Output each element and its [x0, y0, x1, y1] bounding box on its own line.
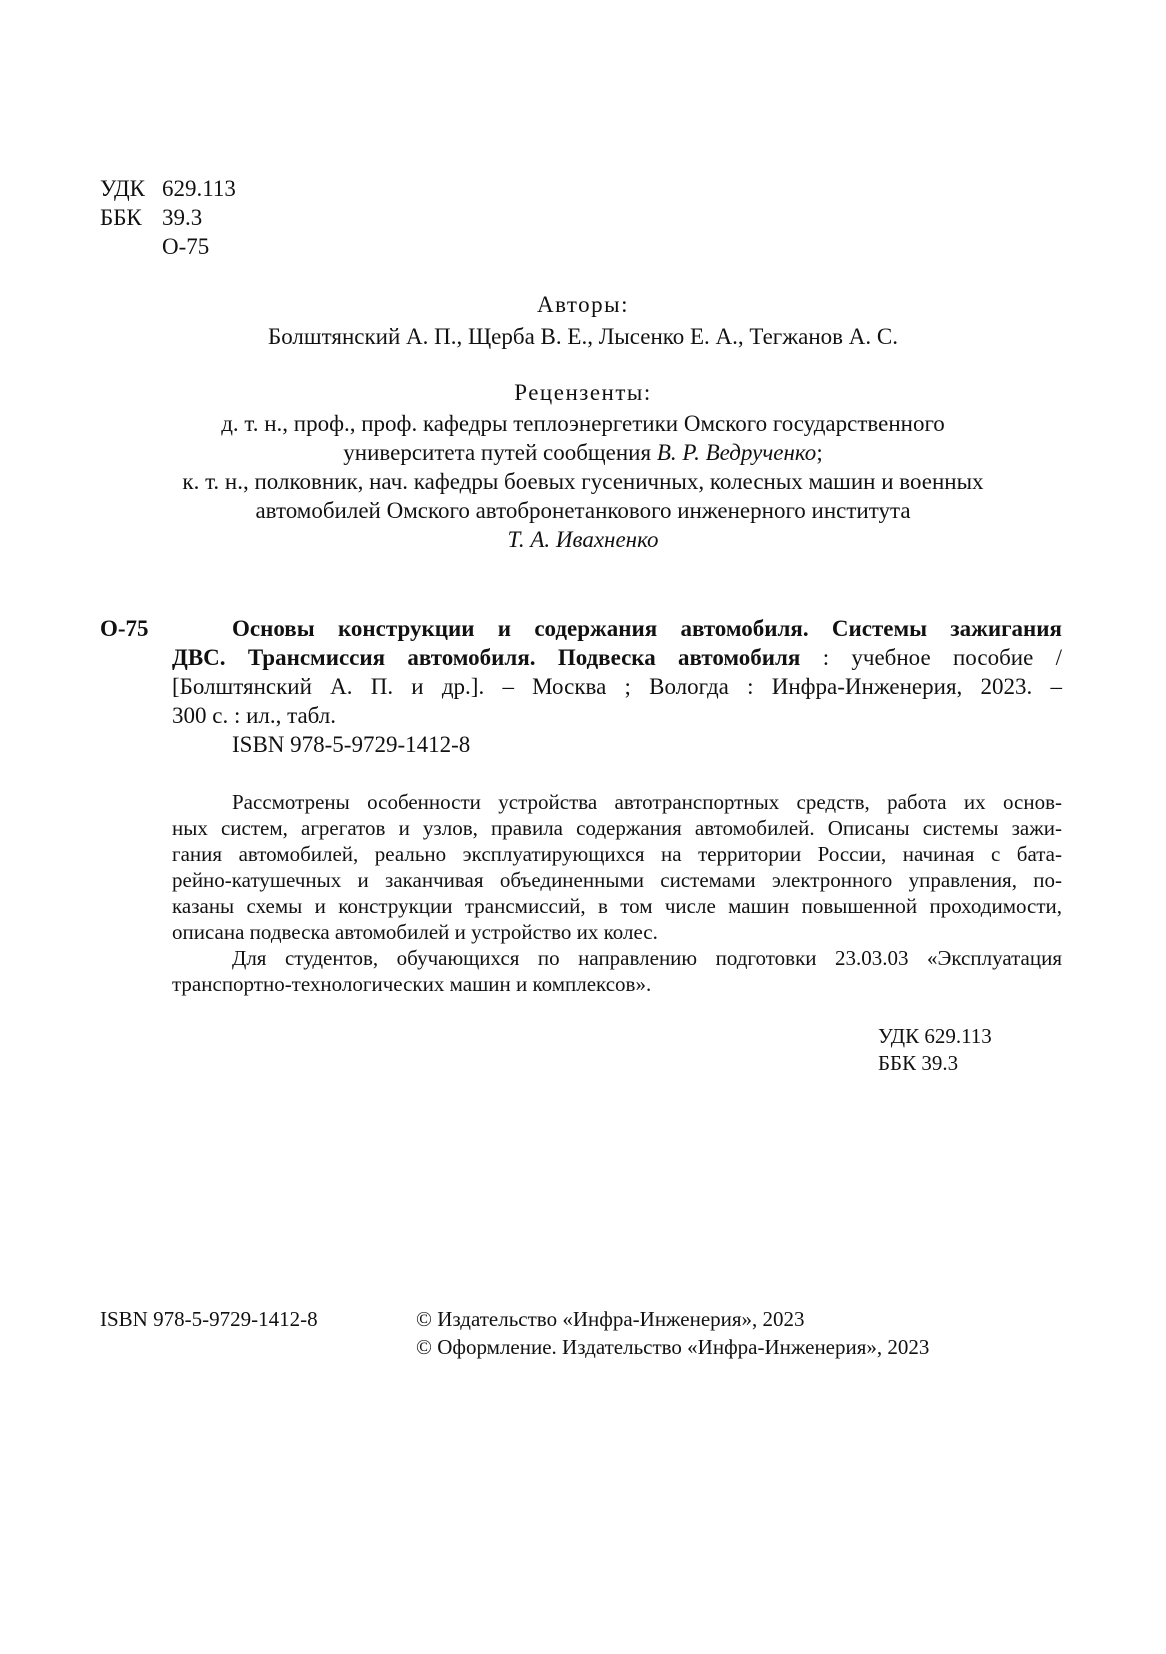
footer-copyright-publisher: © Издательство «Инфра-Инженерия», 2023 — [416, 1307, 805, 1331]
bottom-udk: УДК 629.113 — [878, 1024, 992, 1048]
reviewer2-line1: к. т. н., полковник, нач. кафедры боевых гусеничных, колесных машин и военных — [182, 469, 984, 494]
abstract-line: Для студентов, обучающихся по направлению подготовки 23.03.03 «Эксплуатация — [232, 946, 1062, 970]
reviewer1-name: В. Р. Ведрученко — [656, 440, 817, 465]
reviewer1-affiliation: университета путей сообщения — [343, 440, 657, 465]
abstract-line: транспортно-технологических машин и комплексов». — [172, 972, 652, 996]
footer-copyright-design: © Оформление. Издательство «Инфра-Инженерия», 2023 — [416, 1335, 930, 1359]
reviewer1-line1: д. т. н., проф., проф. кафедры теплоэнергетики Омского государственного — [221, 411, 945, 436]
record-title-bold: ДВС. Трансмиссия автомобиля. Подвеска автомобиля — [172, 645, 801, 670]
abstract-line: гания автомобилей, реально эксплуатирующихся на территории России, начиная с бата- — [172, 842, 1062, 866]
abstract-line: казаны схемы и конструкции трансмиссий, в том числе машин повышенной проходимости, — [172, 894, 1062, 918]
bbk-value: 39.3 — [162, 205, 203, 230]
abstract-line: описана подвеска автомобилей и устройство их колес. — [172, 920, 658, 944]
bottom-bbk: ББК 39.3 — [878, 1051, 959, 1075]
record-isbn: ISBN 978-5-9729-1412-8 — [232, 732, 471, 757]
record-title-line2 — [172, 646, 1062, 669]
record-title-line1: Основы конструкции и содержания автомобиля. Системы зажигания — [232, 616, 1062, 641]
abstract-line: ных систем, агрегатов и узлов, правила содержания автомобилей. Описаны системы зажи- — [172, 816, 1062, 840]
record-line4: 300 с. : ил., табл. — [172, 703, 337, 728]
authors-names: Болштянский А. П., Щерба В. Е., Лысенко Е. А., Тегжанов А. С. — [268, 324, 898, 349]
author-mark: О-75 — [162, 234, 210, 259]
authors-heading: Авторы: — [537, 292, 629, 317]
record-title-rest: : учебное пособие / — [800, 645, 1062, 670]
record-line3: [Болштянский А. П. и др.]. – Москва ; Вологда : Инфра-Инженерия, 2023. – — [172, 674, 1062, 699]
udk-label: УДК — [100, 176, 145, 201]
reviewers-heading: Рецензенты: — [514, 380, 652, 405]
abstract-line: рейно-катушечных и заканчивая объединенными системами электронного управления, по- — [172, 868, 1062, 892]
reviewer2-line2: автомобилей Омского автобронетанкового инженерного института — [255, 498, 911, 523]
reviewer1-end: ; — [816, 440, 823, 465]
footer-isbn: ISBN 978-5-9729-1412-8 — [100, 1307, 318, 1331]
abstract-line: Рассмотрены особенности устройства автотранспортных средств, работа их основ- — [232, 790, 1062, 814]
reviewer1-line2 — [0, 441, 1166, 464]
reviewer2-name: Т. А. Ивахненко — [507, 527, 659, 552]
udk-value: 629.113 — [162, 176, 236, 201]
bbk-label: ББК — [100, 205, 142, 230]
record-mark: О-75 — [100, 616, 149, 641]
